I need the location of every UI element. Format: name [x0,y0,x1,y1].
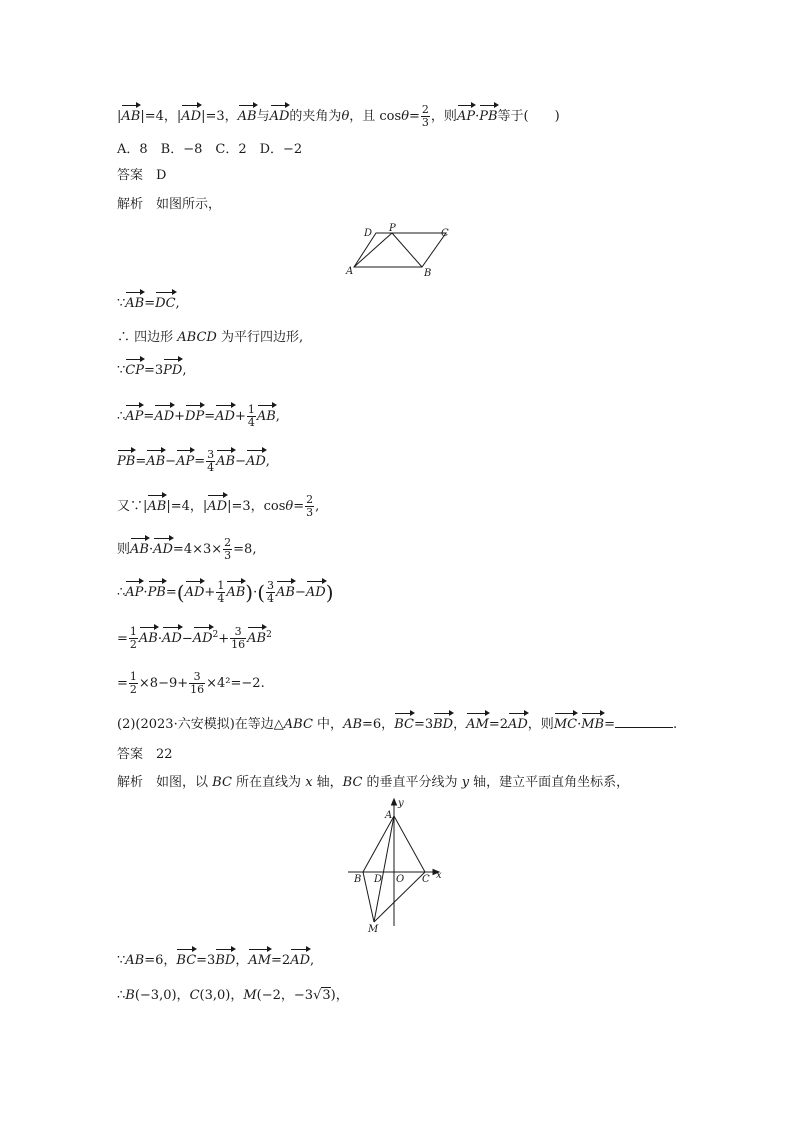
step-2: ∴ 四边形 ABCD 为平行四边形, [117,330,304,345]
label-y: y [398,798,404,809]
vec-ab: AB [121,109,141,124]
step-9: = $\frac{1}{2}$ $AB\cdot AD-AD^2+$ $\frac{3}{16}$ $AB^2$ [117,625,272,652]
answer-2: 答案 22 [117,747,173,762]
label-b: B [424,268,432,279]
fraction: $\frac{2}{3}$ [421,103,429,129]
label-o: O [396,874,405,885]
label-d: D [364,228,373,239]
step-5: PB=AB−AP= $\frac{3}{4}$ AB−AD, [117,448,270,474]
step-4: ∴AP=AD+DP=AD+ $\frac{1}{4}$ AB, [117,403,280,429]
answer-1: 答案 D [117,168,167,183]
label-b: B [354,874,362,885]
step-1: ∵AB=DC, [117,296,180,311]
step-8: ∴AP·PB=(AD+ $\frac{1}{4}$ AB)·( $\frac{3}{4}$ AB−AD) [117,579,334,605]
label-m: M [368,924,379,934]
label-p: P [389,223,396,234]
label-a: A [385,810,393,821]
question-2: (2)(2023·六安模拟)在等边△ABC 中，AB=6，BC=3BD，AM=2AD，则MC·MB= . [117,717,678,732]
coordinate-figure [345,796,455,934]
step-6: 又∵|AB|=4，|AD|=3，cosθ= $\frac{2}{3}$ , [117,493,320,519]
step-10: = $\frac{1}{2}$ ×8−9+ $\frac{3}{16}$ ×4²=−2. [117,670,265,696]
step-3: ∵CP=3PD, [117,363,187,378]
label-c: C [441,228,449,239]
step2-1: ∵AB=6，BC=3BD，AM=2AD, [117,953,315,968]
label-d: D [374,874,383,885]
step2-2: ∴B(−3,0)，C(3,0)，M(−2，−3√3)， [117,988,349,1003]
segment-am [374,816,394,922]
label-x: x [436,870,442,881]
segment-bm [363,872,374,922]
segment-pb [392,233,422,267]
question-stem: |AB|=4，|AD|=3，AB与AD的夹角为θ，且 cosθ= $\frac{2}{3}$ ，则AP·PB等于( ) [117,103,560,129]
label-a: A [346,266,354,277]
parallelogram-figure [340,222,460,280]
analysis-1: 解析 如图所示， [117,197,222,212]
analysis-2: 解析 如图，以 BC 所在直线为 x 轴，BC 的垂直平分线为 y 轴，建立平面直角坐标系， [117,775,630,790]
step-7: 则AB·AD=4×3× $\frac{2}{3}$ =8, [117,536,257,562]
y-axis-arrow [392,799,397,805]
answer-blank [615,715,673,728]
label-c: C [422,874,430,885]
answer-options: A．8 B．−8 C．2 D．−2 [117,142,303,157]
